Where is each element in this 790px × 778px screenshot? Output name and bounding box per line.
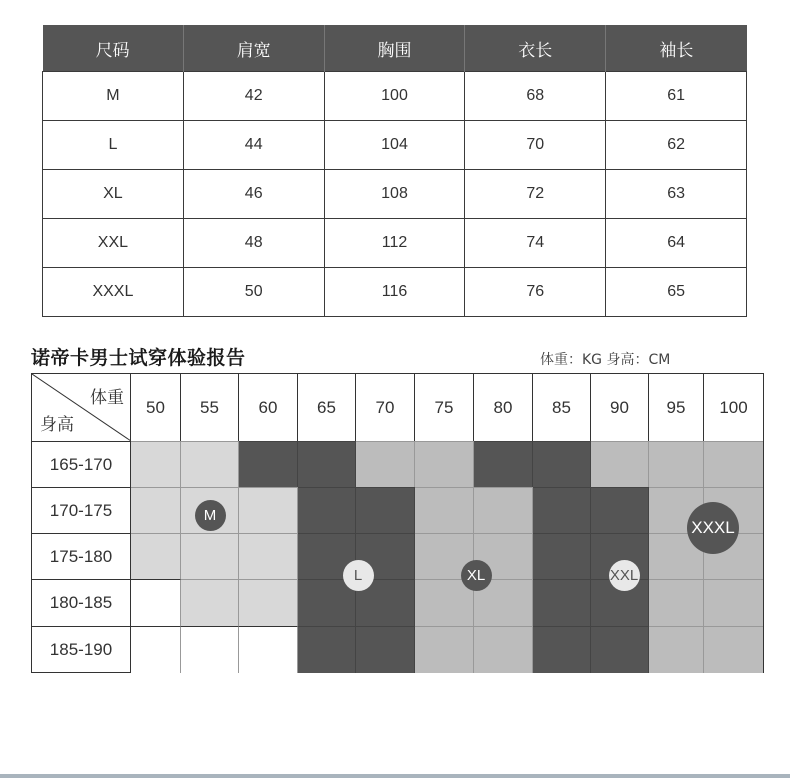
cell-size: XL [43, 170, 184, 219]
grid-cell [239, 441, 298, 487]
cell-chest: 108 [324, 170, 465, 219]
grid-cell [181, 441, 239, 487]
grid-cell [239, 626, 298, 673]
report-title: 诺帝卡男士试穿体验报告 [31, 347, 246, 369]
grid-cell [591, 441, 649, 487]
grid-cell [298, 626, 356, 673]
grid-cell [415, 441, 474, 487]
cell-size: L [43, 121, 184, 170]
grid-cell [356, 441, 415, 487]
grid-cell [181, 626, 239, 673]
weight-header: 55 [181, 374, 239, 441]
unit-note: 体重：KG 身高：CM [540, 352, 671, 368]
weight-header: 95 [649, 374, 704, 441]
grid-cell [131, 533, 181, 579]
grid-cell [239, 579, 298, 626]
grid-cell [298, 487, 356, 533]
size-badge-xxl: XXL [609, 560, 640, 591]
cell-sleeve: 64 [606, 219, 747, 268]
weight-header: 70 [356, 374, 415, 441]
cell-size: M [43, 72, 184, 121]
cell-sleeve: 62 [606, 121, 747, 170]
grid-cell [533, 533, 591, 579]
header-sleeve: 袖长 [606, 25, 747, 72]
cell-length: 68 [465, 72, 606, 121]
grid-cell [131, 579, 181, 626]
table-row [43, 72, 747, 121]
header-shoulder: 肩宽 [183, 25, 324, 72]
grid-cell [591, 626, 649, 673]
size-badge-l: L [343, 560, 374, 591]
header-size: 尺码 [43, 25, 184, 72]
table-row [43, 121, 747, 170]
weight-header: 85 [533, 374, 591, 441]
footer-divider [0, 774, 790, 778]
height-header: 185-190 [32, 626, 131, 673]
table-row [43, 219, 747, 268]
grid-cell [415, 626, 474, 673]
grid-cell [131, 626, 181, 673]
grid-cell [591, 487, 649, 533]
cell-shoulder: 42 [183, 72, 324, 121]
cell-size: XXL [43, 219, 184, 268]
grid-cell [474, 626, 533, 673]
cell-size: XXXL [43, 268, 184, 317]
size-table-header-row [43, 25, 747, 72]
grid-cell [239, 487, 298, 533]
cell-length: 74 [465, 219, 606, 268]
cell-sleeve: 61 [606, 72, 747, 121]
weight-header: 100 [719, 397, 748, 417]
grid-cell [704, 441, 763, 487]
header-length: 衣长 [465, 25, 606, 72]
weight-header: 90 [591, 374, 649, 441]
grid-cell [533, 487, 591, 533]
grid-cell [533, 579, 591, 626]
grid-cell [649, 579, 704, 626]
size-badge-xl: XL [461, 560, 492, 591]
grid-cell [474, 487, 533, 533]
grid-cell [415, 487, 474, 533]
cell-chest: 104 [324, 121, 465, 170]
corner-weight-label: 体重 [90, 388, 124, 408]
cell-length: 70 [465, 121, 606, 170]
weight-header: 75 [415, 374, 474, 441]
cell-length: 76 [465, 268, 606, 317]
size-table [42, 25, 747, 317]
grid-corner [32, 374, 131, 441]
cell-shoulder: 48 [183, 219, 324, 268]
weight-header: 80 [474, 374, 533, 441]
height-header: 180-185 [32, 579, 131, 626]
table-row [43, 268, 747, 317]
grid-cell [356, 626, 415, 673]
grid-cell [356, 487, 415, 533]
grid-cell [239, 533, 298, 579]
height-header: 170-175 [32, 487, 131, 533]
grid-cell [181, 579, 239, 626]
cell-shoulder: 46 [183, 170, 324, 219]
grid-cell [533, 626, 591, 673]
size-badge-m: M [195, 500, 226, 531]
cell-length: 72 [465, 170, 606, 219]
height-header: 175-180 [32, 533, 131, 579]
size-badge-xxxl: XXXL [687, 502, 739, 554]
grid-cell [181, 533, 239, 579]
cell-chest: 116 [324, 268, 465, 317]
cell-shoulder: 44 [183, 121, 324, 170]
grid-cell [704, 579, 763, 626]
cell-sleeve: 63 [606, 170, 747, 219]
header-chest: 胸围 [324, 25, 465, 72]
cell-chest: 112 [324, 219, 465, 268]
grid-cell [131, 487, 181, 533]
cell-chest: 100 [324, 72, 465, 121]
weight-header: 60 [239, 374, 298, 441]
cell-sleeve: 65 [606, 268, 747, 317]
grid-cell [649, 626, 704, 673]
weight-header: 50 [131, 374, 181, 441]
grid-cell [533, 441, 591, 487]
grid-cell [298, 441, 356, 487]
weight-header: 65 [298, 374, 356, 441]
fit-grid [31, 373, 764, 673]
grid-cell [649, 441, 704, 487]
height-header: 165-170 [32, 441, 131, 487]
grid-cell [704, 626, 763, 673]
grid-cell [131, 441, 181, 487]
cell-shoulder: 50 [183, 268, 324, 317]
corner-height-label: 身高 [40, 415, 74, 435]
table-row [43, 170, 747, 219]
grid-cell [474, 441, 533, 487]
